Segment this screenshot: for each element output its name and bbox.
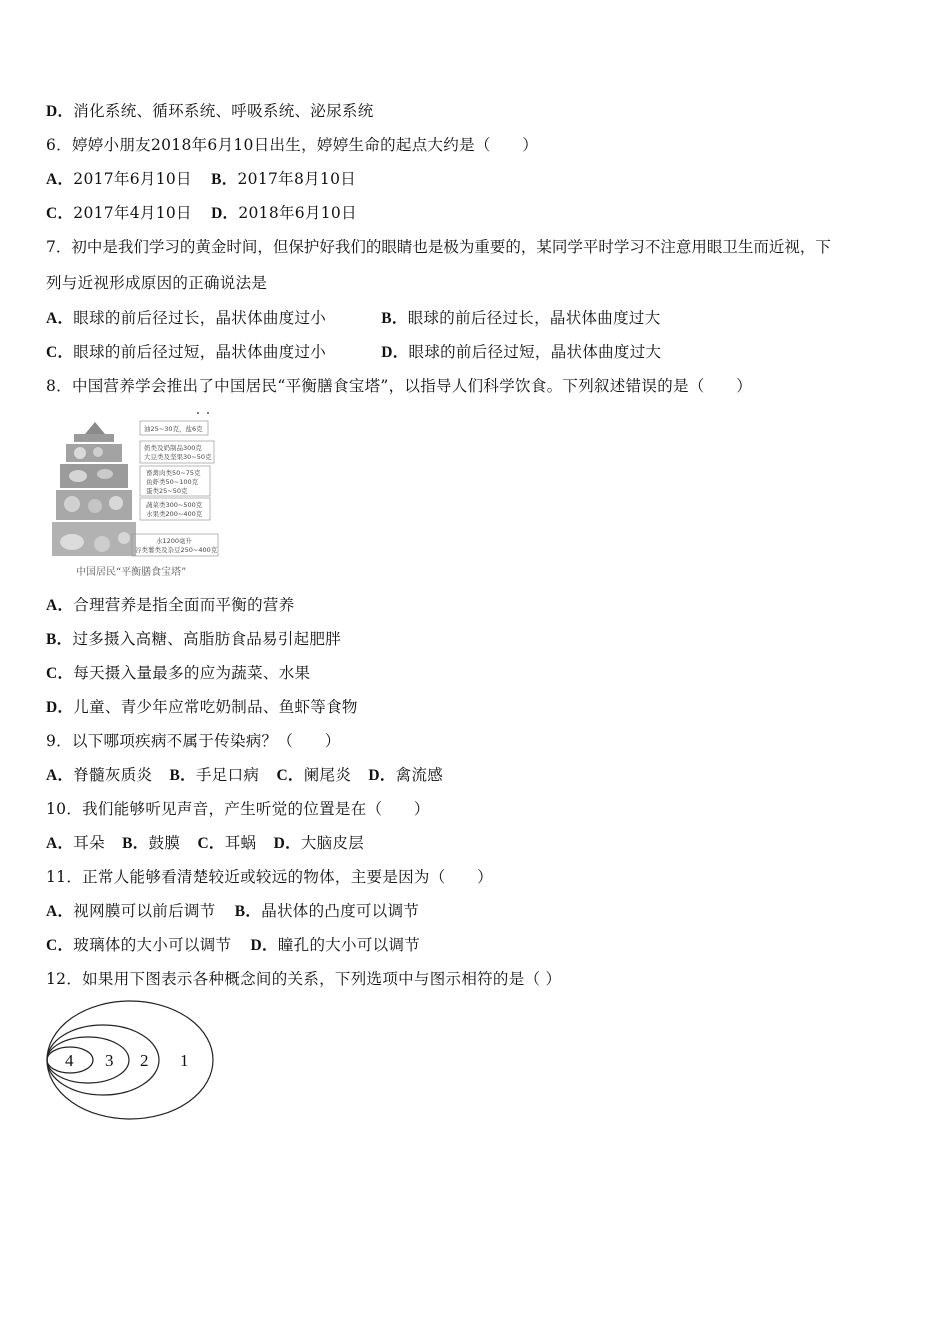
pyramid-text-fruit: 水果类200~400克 — [146, 510, 203, 518]
option-text: 合理营养是指全面而平衡的营养 — [73, 596, 295, 614]
pyramid-text-grains: 谷类薯类及杂豆250~400克 — [135, 546, 218, 554]
ellipse-label-4: 4 — [65, 1051, 74, 1070]
pyramid-text-fish: 鱼虾类50~100克 — [146, 478, 199, 486]
option-text: 禽流感 — [395, 766, 444, 784]
pyramid-label-3 — [140, 466, 210, 496]
q12-stem: 12．如果用下图表示各种概念间的关系，下列选项中与图示相符的是（ ） — [46, 970, 562, 988]
option-letter: C． — [46, 205, 74, 222]
q10-option-a — [46, 832, 105, 855]
q6-option-b — [211, 168, 356, 191]
option-letter: B． — [381, 310, 408, 327]
q11-stem: 11．正常人能够看清楚较近或较远的物体，主要是因为（ ） — [46, 868, 493, 886]
option-letter: C． — [46, 344, 74, 361]
nested-ellipses-figure — [44, 996, 220, 1126]
option-letter: A． — [46, 171, 74, 188]
option-letter: D． — [381, 344, 409, 361]
option-text: 2017年6月10日 — [73, 170, 192, 188]
option-letter: B． — [211, 171, 238, 188]
option-text: 眼球的前后径过短，晶状体曲度过大 — [408, 343, 662, 361]
option-letter: A． — [46, 903, 74, 920]
option-letter: A． — [46, 310, 74, 327]
q6-option-c — [46, 202, 192, 225]
option-text: 手足口病 — [196, 766, 260, 784]
option-text: 过多摄入高糖、高脂肪食品易引起肥胖 — [72, 630, 342, 648]
option-text: 眼球的前后径过长，晶状体曲度过小 — [73, 309, 327, 327]
q11-option-d — [251, 934, 421, 957]
q6-option-a — [46, 168, 192, 191]
pyramid-text-dairy: 奶类及奶制品300克 — [144, 444, 202, 452]
ellipse-label-3: 3 — [105, 1051, 114, 1070]
option-letter: B． — [169, 767, 196, 784]
option-text: 阑尾炎 — [303, 766, 352, 784]
option-text: 玻璃体的大小可以调节 — [73, 936, 232, 954]
ellipse-label-2: 2 — [140, 1051, 149, 1070]
option-letter: C． — [46, 937, 74, 954]
option-text: 脊髓灰质炎 — [73, 766, 153, 784]
pyramid-level-4 — [56, 490, 132, 520]
pyramid-label-1 — [140, 421, 208, 435]
q11-option-b — [235, 900, 419, 923]
q9-option-c — [276, 764, 351, 787]
option-text: 瞳孔的大小可以调节 — [277, 936, 421, 954]
q9-option-a — [46, 764, 152, 787]
pyramid-text-meat: 畜禽肉类50~75克 — [146, 469, 201, 477]
q6-option-d — [211, 202, 357, 225]
q8-option-c — [46, 662, 310, 685]
pyramid-label-2 — [140, 441, 214, 463]
q11-options-row-1 — [46, 900, 419, 923]
q7-options-row-1 — [46, 307, 661, 330]
ellipse-3 — [47, 1037, 129, 1083]
option-letter: D． — [211, 205, 239, 222]
q7-options-row-2 — [46, 341, 661, 364]
option-letter: C． — [276, 767, 304, 784]
option-text: 耳蜗 — [224, 834, 257, 852]
pyramid-level-3 — [60, 464, 128, 488]
q8-option-b — [46, 628, 341, 651]
q10-options — [46, 832, 364, 855]
option-text: 晶状体的凸度可以调节 — [261, 902, 420, 920]
pyramid-level-5 — [52, 522, 136, 556]
q9-option-d — [368, 764, 443, 787]
q9-stem: 9．以下哪项疾病不属于传染病？（ ） — [46, 732, 341, 750]
option-text: 鼓膜 — [148, 834, 181, 852]
option-letter: D． — [250, 937, 278, 954]
q10-stem: 10．我们能够听见声音，产生听觉的位置是在（ ） — [46, 800, 430, 818]
option-letter: B． — [234, 903, 262, 920]
option-letter: B． — [46, 631, 73, 648]
option-text: 眼球的前后径过短，晶状体曲度过小 — [73, 343, 327, 361]
option-letter: A． — [46, 767, 74, 784]
option-letter: D． — [368, 767, 396, 784]
option-text: 视网膜可以前后调节 — [73, 902, 216, 920]
option-letter: C． — [46, 665, 74, 682]
q10-option-d — [274, 832, 365, 855]
q10-option-c — [197, 832, 256, 855]
option-letter: B． — [122, 835, 149, 852]
option-letter: C． — [197, 835, 225, 852]
q6-stem: 6．婷婷小朋友2018年6月10日出生，婷婷生命的起点大约是（ ） — [46, 136, 539, 154]
option-text: 每天摄入量最多的应为蔬菜、水果 — [73, 664, 311, 682]
q7-option-c — [46, 341, 376, 364]
pyramid-caption: 中国居民“平衡膳食宝塔” — [76, 567, 187, 578]
pyramid-label-5 — [132, 534, 218, 556]
q6-options-row-2 — [46, 202, 357, 225]
pyramid-label-4 — [140, 498, 210, 520]
q7-option-a — [46, 307, 376, 330]
q10-option-b — [122, 832, 180, 855]
q7-stem-line-1: 7．初中是我们学习的黄金时间，但保护好我们的眼睛也是极为重要的，某同学平时学习不注意用眼卫生而近视，下 — [46, 238, 831, 256]
q7-stem-line-2: 列与近视形成原因的正确说法是 — [46, 274, 268, 292]
option-text: 眼球的前后径过长，晶状体曲度过大 — [407, 309, 661, 327]
option-text: 2018年6月10日 — [238, 204, 357, 222]
q7-option-b — [381, 307, 660, 330]
pyramid-text-soy-nuts: 大豆类及坚果30~50克 — [144, 453, 212, 461]
option-text: 2017年4月10日 — [73, 204, 192, 222]
option-text: 大脑皮层 — [300, 834, 365, 852]
option-letter: D． — [46, 103, 74, 120]
option-text: 儿童、青少年应常吃奶制品、鱼虾等食物 — [73, 698, 358, 716]
pyramid-text-oil-salt: 油25~30克，盐6克 — [144, 425, 203, 433]
q8-option-d — [46, 696, 358, 719]
q11-option-a — [46, 900, 216, 923]
q11-options-row-2 — [46, 934, 420, 957]
pyramid-level-1 — [74, 422, 114, 442]
ellipse-label-1: 1 — [180, 1051, 189, 1070]
q9-option-b — [170, 764, 260, 787]
q5-option-d — [46, 100, 374, 123]
q8-stem: 8．中国营养学会推出了中国居民“平衡膳食宝塔”，以指导人们科学饮食。下列叙述错误的是（ ） — [46, 377, 753, 395]
q11-option-c — [46, 934, 231, 957]
pyramid-level-2 — [66, 444, 122, 462]
option-letter: A． — [46, 597, 74, 614]
pyramid-text-vegetables: 蔬菜类300~500克 — [146, 501, 203, 509]
option-text: 消化系统、循环系统、呼吸系统、泌尿系统 — [73, 102, 374, 120]
q8-option-a — [46, 594, 295, 617]
q7-option-d — [381, 341, 661, 364]
q9-options — [46, 764, 443, 787]
q6-options-row-1 — [46, 168, 356, 191]
option-letter: D． — [273, 835, 301, 852]
pyramid-text-water: 水1200毫升 — [156, 537, 193, 545]
option-text: 耳朵 — [73, 834, 105, 852]
pyramid-text-eggs: 蛋类25~50克 — [146, 487, 188, 495]
option-text: 2017年8月10日 — [237, 170, 357, 188]
option-letter: D． — [46, 699, 74, 716]
food-pyramid-figure — [50, 408, 230, 583]
option-letter: A． — [46, 835, 74, 852]
